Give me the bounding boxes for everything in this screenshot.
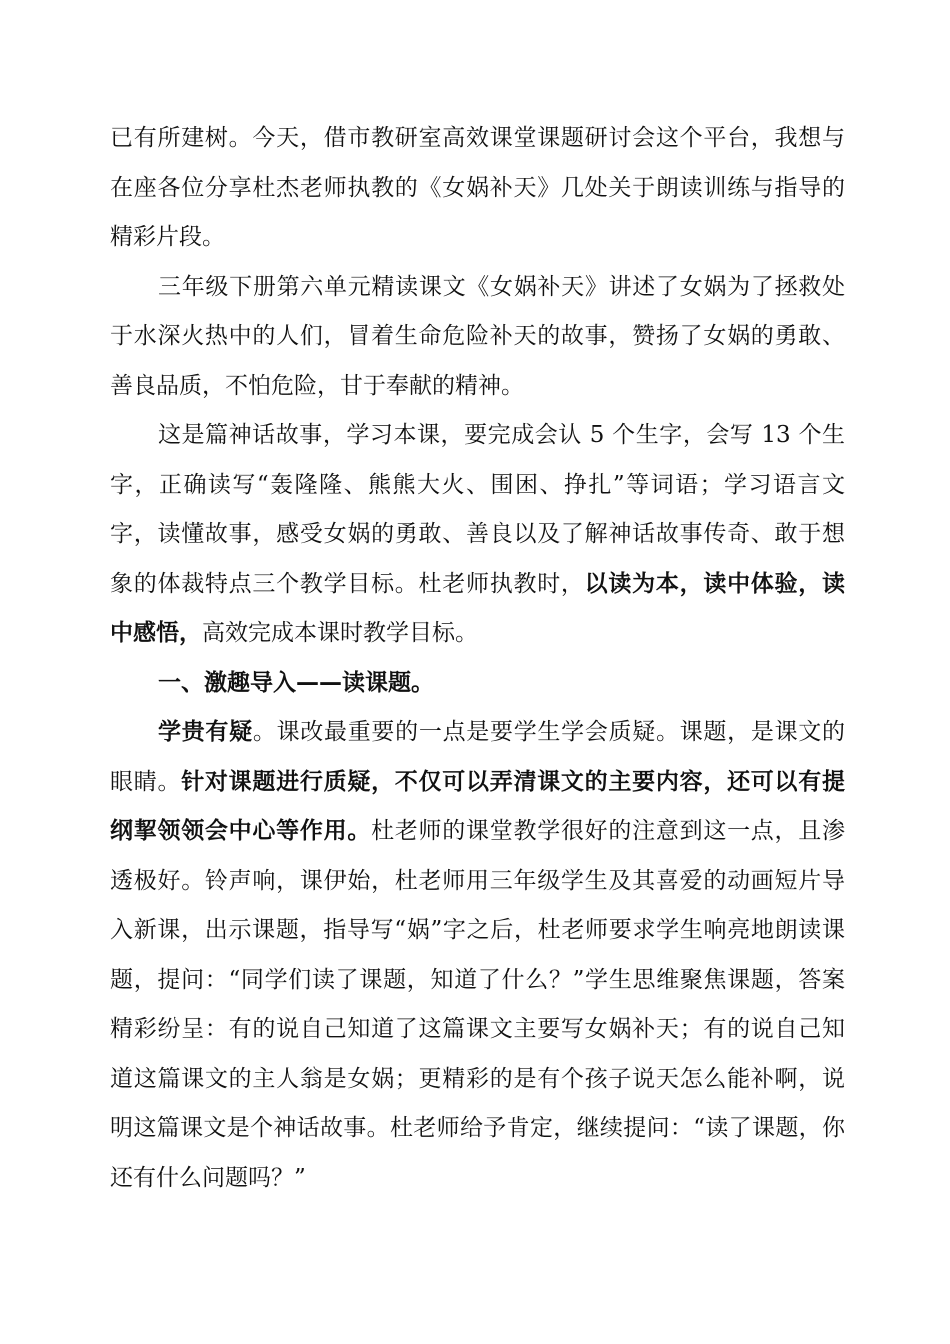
section-heading-1: 一、激趣导入——读课题。 <box>158 669 434 696</box>
paragraph-4-text-a: 。课改最重要的一点是要学生学会质疑。课题，是课文的眼睛。 <box>110 719 846 795</box>
paragraph-4-emphasis: 针对课题进行质疑，不仅可以弄清课文的主要内容，还可以有提纲挈领领会中心等作用。 <box>110 768 846 844</box>
paragraph-4 <box>110 708 845 1203</box>
paragraph-3-emphasis: 以读为本，读中体验，读中感悟， <box>110 570 846 646</box>
paragraph-4-text-b: 杜老师的课堂教学很好的注意到这一点，且渗透极好。铃声响，课伊始，杜老师用三年级学生及其喜爱的动画短片导入新课，出示课题，指导写“娲”字之后，杜老师要求学生响亮地朗读课题，提问：“同学们读了课题，知道了什么？”学生思维聚焦课题，答案精彩纷呈：有的说自己知道了这篇课文主要写女娲补天；有的说自己知道这篇课文的主人翁是女娲；更精彩的是有个孩子说天怎么能补啊，说明这篇课文是个神话故事。杜老师给予肯定，继续提问：“读了课题，你还有什么问题吗？” <box>110 818 846 1191</box>
paragraph-4-lead: 学贵有疑 <box>158 719 253 745</box>
document-body <box>110 114 845 1203</box>
paragraph-3-tail: 高效完成本课时教学目标。 <box>202 620 478 646</box>
paragraph-2: 三年级下册第六单元精读课文《女娲补天》讲述了女娲为了拯救处于水深火热中的人们，冒着生命危险补天的故事，赞扬了女娲的勇敢、善良品质，不怕危险，甘于奉献的精神。 <box>110 273 845 399</box>
paragraph-3 <box>110 411 845 659</box>
paragraph-1: 已有所建树。今天，借市教研室高效课堂课题研讨会这个平台，我想与在座各位分享杜杰老师执教的《女娲补天》几处关于朗读训练与指导的精彩片段。 <box>110 125 845 250</box>
paragraph-3-text: 这是篇神话故事，学习本课，要完成会认 5 个生字，会写 13 个生字，正确读写“轰隆隆、熊熊大火、围困、挣扎”等词语；学习语言文字，读懂故事，感受女娲的勇敢、善良以及了解神话故事传奇、敢于想象的体裁特点三个教学目标。杜老师执教时， <box>110 422 845 597</box>
